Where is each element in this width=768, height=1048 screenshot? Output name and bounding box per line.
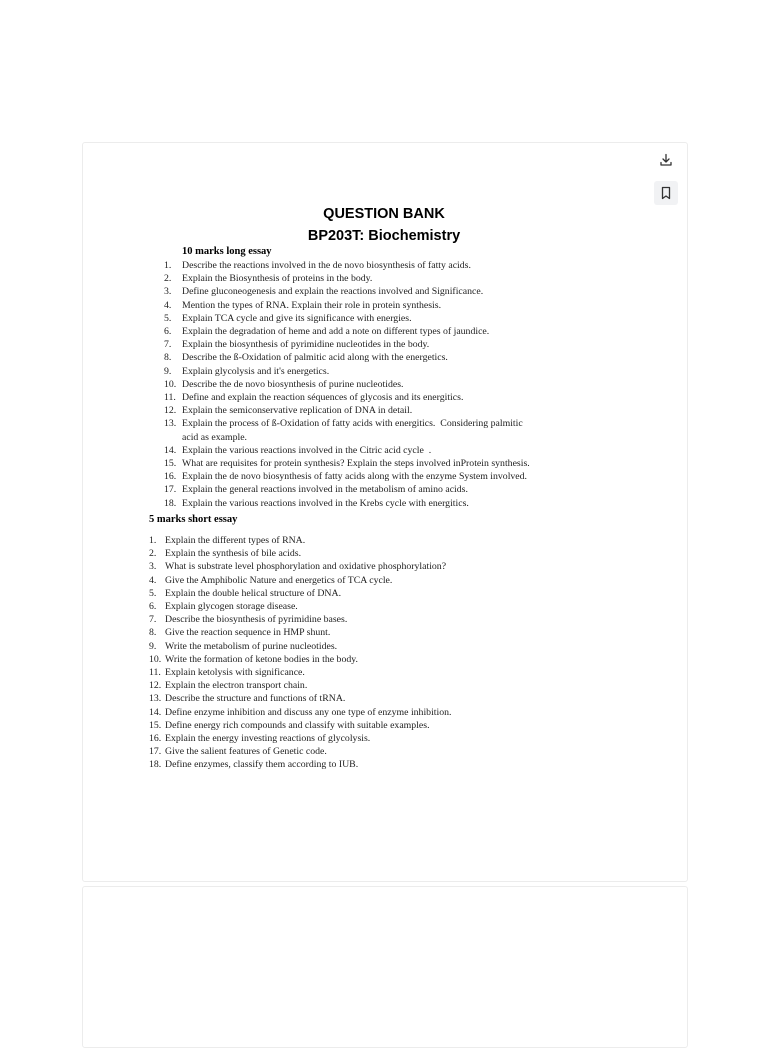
question-number: 14. — [164, 444, 177, 456]
short-essay-list — [149, 534, 549, 772]
question-item — [164, 338, 584, 351]
question-number: 4. — [164, 299, 172, 311]
question-number: 15. — [149, 719, 162, 731]
question-item — [164, 365, 584, 378]
question-item — [149, 534, 549, 547]
question-item — [164, 417, 584, 443]
question-item — [149, 613, 549, 626]
question-text: Explain the process of ß-Oxidation of fatty acids with energitics. Considering palmitic acid as example. — [182, 418, 523, 443]
download-button[interactable] — [654, 148, 678, 172]
download-icon — [659, 153, 673, 167]
question-text: Describe the biosynthesis of pyrimidine bases. — [165, 614, 348, 626]
question-text: Explain the general reactions involved in the metabolism of amino acids. — [182, 484, 468, 496]
question-text: Explain the synthesis of bile acids. — [165, 548, 302, 560]
question-item — [164, 299, 584, 312]
question-item — [149, 547, 549, 560]
question-number: 4. — [149, 574, 157, 586]
question-number: 16. — [164, 471, 177, 483]
question-item — [149, 692, 549, 705]
question-number: 13. — [164, 418, 177, 430]
question-text: Explain TCA cycle and give its significance with energies. — [182, 312, 412, 324]
question-number: 12. — [164, 405, 177, 417]
question-number: 9. — [149, 640, 157, 652]
question-text: Define gluconeogenesis and explain the reactions involved and Significance. — [182, 286, 484, 298]
question-text: Give the reaction sequence in HMP shunt. — [165, 627, 331, 639]
question-number: 7. — [164, 339, 172, 351]
question-text: Explain glycogen storage disease. — [165, 601, 298, 613]
question-text: Define enzymes, classify them according to IUB. — [165, 759, 359, 771]
question-text: Describe the de novo biosynthesis of purine nucleotides. — [182, 378, 404, 390]
question-item — [149, 732, 549, 745]
question-number: 16. — [149, 733, 162, 745]
question-item — [164, 312, 584, 325]
question-number: 13. — [149, 693, 162, 705]
question-text: Explain the different types of RNA. — [165, 535, 306, 546]
question-text: Write the formation of ketone bodies in the body. — [165, 653, 358, 665]
question-text: Explain the electron transport chain. — [165, 680, 308, 692]
question-text: Explain the de novo biosynthesis of fatty acids along with the enzyme System involved. — [182, 471, 528, 483]
question-number: 11. — [149, 667, 161, 679]
question-text: Explain the semiconservative replication of DNA in detail. — [182, 405, 413, 417]
question-number: 6. — [149, 601, 157, 613]
question-text: Mention the types of RNA. Explain their role in protein synthesis. — [182, 299, 442, 311]
question-text: What are requisites for protein synthesis? Explain the steps involved inProtein synthesis. — [182, 458, 530, 470]
question-item — [164, 497, 584, 510]
question-number: 3. — [149, 561, 157, 573]
question-text: Explain the biosynthesis of pyrimidine nucleotides in the body. — [182, 339, 430, 351]
short-essay-heading: 5 marks short essay — [149, 514, 238, 525]
question-item — [149, 706, 549, 719]
document-title: QUESTION BANK — [323, 206, 445, 222]
question-text: Explain the Biosynthesis of proteins in the body. — [182, 273, 373, 285]
question-text: Explain the various reactions involved in the Krebs cycle with energitics. — [182, 497, 469, 509]
question-item — [164, 285, 584, 298]
question-text: Explain the energy investing reactions of glycolysis. — [165, 733, 371, 745]
question-text: Write the metabolism of purine nucleotides. — [165, 640, 338, 652]
question-item — [164, 444, 584, 457]
question-item — [149, 758, 549, 771]
question-number: 7. — [149, 614, 157, 626]
question-number: 8. — [164, 352, 172, 364]
question-item — [149, 679, 549, 692]
document-subtitle: BP203T: Biochemistry — [307, 228, 461, 244]
question-item — [149, 640, 549, 653]
question-number: 5. — [164, 312, 172, 324]
question-item — [164, 351, 584, 364]
long-essay-heading: 10 marks long essay — [182, 246, 272, 257]
question-number: 6. — [164, 326, 172, 338]
question-text: Explain glycolysis and it's energetics. — [182, 365, 330, 377]
question-text: Define energy rich compounds and classify with suitable examples. — [165, 719, 430, 731]
question-number: 18. — [149, 759, 162, 771]
question-number: 15. — [164, 458, 177, 470]
question-number: 2. — [164, 273, 172, 285]
question-number: 2. — [149, 548, 157, 560]
question-text: Describe the ß-Oxidation of palmitic acid along with the energetics. — [182, 352, 448, 364]
question-text: Describe the structure and functions of tRNA. — [165, 693, 346, 705]
question-number: 17. — [149, 746, 162, 758]
question-text: Define and explain the reaction séquences of glycosis and its energitics. — [182, 392, 464, 404]
question-number: 12. — [149, 680, 162, 692]
question-number: 1. — [164, 260, 172, 271]
bookmark-button[interactable] — [654, 181, 678, 205]
question-number: 8. — [149, 627, 157, 639]
question-item — [164, 470, 584, 483]
question-number: 17. — [164, 484, 177, 496]
question-text: Describe the reactions involved in the de novo biosynthesis of fatty acids. — [182, 260, 471, 271]
question-item — [164, 259, 584, 272]
question-number: 11. — [164, 392, 176, 404]
question-number: 9. — [164, 365, 172, 377]
question-number: 18. — [164, 497, 177, 509]
question-text: Give the Amphibolic Nature and energetics of TCA cycle. — [165, 574, 393, 586]
question-item — [149, 719, 549, 732]
question-number: 5. — [149, 587, 157, 599]
question-item — [149, 745, 549, 758]
question-number: 14. — [149, 706, 162, 718]
question-item — [164, 457, 584, 470]
question-item — [164, 404, 584, 417]
question-number: 10. — [149, 653, 162, 665]
question-item — [164, 391, 584, 404]
question-number: 10. — [164, 378, 177, 390]
question-item — [149, 587, 549, 600]
bookmark-icon — [660, 186, 672, 200]
question-item — [149, 574, 549, 587]
question-number: 1. — [149, 535, 157, 546]
question-item — [149, 560, 549, 573]
question-item — [149, 626, 549, 639]
question-item — [149, 653, 549, 666]
long-essay-list — [164, 259, 584, 510]
question-item — [164, 272, 584, 285]
question-text: Give the salient features of Genetic code. — [165, 746, 327, 758]
question-text: What is substrate level phosphorylation and oxidative phosphorylation? — [165, 561, 447, 573]
question-text: Define enzyme inhibition and discuss any one type of enzyme inhibition. — [165, 706, 452, 718]
question-text: Explain the double helical structure of DNA. — [165, 587, 342, 599]
question-item — [149, 600, 549, 613]
question-number: 3. — [164, 286, 172, 298]
question-item — [164, 325, 584, 338]
question-text: Explain ketolysis with significance. — [165, 667, 305, 679]
question-item — [164, 483, 584, 496]
question-item — [164, 378, 584, 391]
question-item — [149, 666, 549, 679]
question-text: Explain the degradation of heme and add a note on different types of jaundice. — [182, 326, 490, 338]
question-text: Explain the various reactions involved in the Citric acid cycle . — [182, 444, 432, 456]
